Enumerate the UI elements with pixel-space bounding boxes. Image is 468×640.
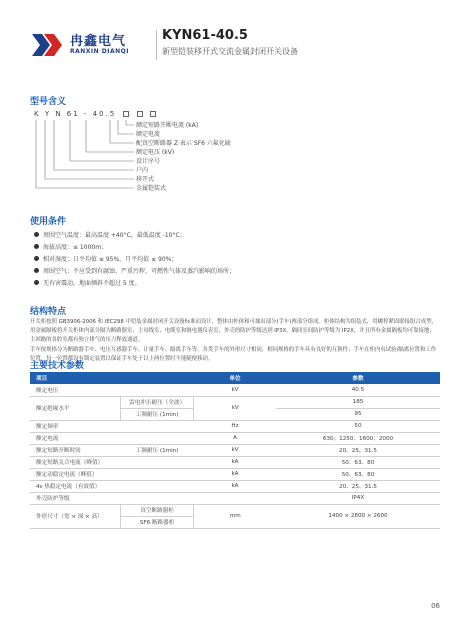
model-code [34,110,156,118]
table-header-value: 参数 [276,372,440,384]
code-label: 额定短路开断电流 (kA) [136,122,199,129]
table-header-unit: 单位 [194,372,276,384]
bullet-icon [34,244,39,249]
table-row: 额定电流 A 630；1250；1600；2000 [30,432,440,444]
section-title-conditions: 使用条件 [30,217,67,227]
code-placeholder-box [123,111,129,117]
bullet-icon [34,232,39,237]
table-row: 工频耐压 (1min) 95 [30,408,440,420]
code-placeholder-box [137,111,143,117]
list-item: 相对湿度：日平均值 ≤ 95%，月平均值 ≤ 90%； [34,254,235,266]
spec-table [30,372,440,529]
page-number: 06 [431,602,440,610]
header-divider [156,30,157,60]
section-title-specs: 主要技术参数 [30,361,85,371]
model-code-letters: K Y N 61 - 40.5 [34,110,117,118]
table-row: 额定电压 kV 40.5 [30,384,440,396]
table-row: 额定绝缘水平 雷电冲击耐压（全波） kV 185 [30,396,440,408]
table-row: 外壳防护等级 IP4X [30,492,440,504]
bullet-icon [34,280,39,285]
page-header [30,26,440,70]
model-code-labels [136,121,231,193]
list-item: 无有害震动，地面倾斜不超过 5 度。 [34,278,235,290]
model-subtitle: 新型铠装移开式交流金属封闭开关设备 [162,47,298,56]
features-paragraph-2: 手车按规格分为断路器手车、电压互感器手车、计量手车、隔离手车等，各类手车的外形尺寸相同，相同规格的手车具有良好的互换性；手车在柜内有试验/隔离位置和工作位置，每一位置都设有锁定装置以保证手车处于以上两位置时不能随便移动。 [30,347,437,362]
code-label: 设计序号 [136,158,161,165]
table-row: 额定动稳定电流（峰值） kA 50、63、80 [30,468,440,480]
code-placeholder-box [150,111,156,117]
code-label: 移开式 [136,176,155,183]
list-item: 周围空气：不应受到有腐蚀、严重污秽，可燃性气体及蒸汽影响的场所； [34,266,235,278]
section-title-model-meaning: 型号含义 [30,97,67,107]
conditions-list [34,230,235,290]
bullet-icon [34,268,39,273]
table-row: 额定短路开断时间 工频耐压 (1min) kV 20、25、31.5 [30,444,440,456]
table-row: 4s 热稳定电流（有效值） kA 20、25、31.5 [30,480,440,492]
table-row: 额定短路关合电流（峰值） kA 50、63、80 [30,456,440,468]
list-item: 海拔高度：≤ 1000m； [34,242,235,254]
model-title: KYN61-40.5 [162,28,248,43]
bullet-icon [34,256,39,261]
code-label: 额定电流 [136,131,161,138]
table-row: SF6 断路器柜 [30,516,440,528]
brand-name-en: RANXIN DIANQI [70,48,129,55]
code-label: 额定电压 (kV) [136,149,175,156]
code-label: 户内 [136,167,149,174]
code-label: 配真空断路器 Z 表示 SF6 六氟化硫 [136,140,231,147]
ranxin-logo-icon [30,30,66,60]
features-paragraph-1: 开关柜按照 GB3906-2006 和 IEC298 中铠装金属封闭开关设备标准而设计，整体由柜体和可抽出部分(手车)两部分组成。柜体结构为组装式，用螺栓紧固联接组合成型，用金属隔板将开关柜体内部分隔为断路器室、主母线室、电缆室和继电器仪表室，外壳的防护等级达到 IP3X，隔间室间防护等级为 IP2X，并且所有金属隔板均可靠接地；主回路的各腔室都有独立排气的压力释放通道。 [30,319,437,343]
section-title-features: 结构特点 [30,307,67,317]
table-row: 额定频率 Hz 50 [30,420,440,432]
table-header-item: 项目 [30,372,194,384]
brand-name: 冉鑫电气 [70,34,127,49]
code-label: 金属铠装式 [136,185,167,192]
table-row: 外形尺寸（宽 × 深 × 高） 真空断路器柜 mm 1400 × 2800 × 2600 [30,504,440,516]
list-item: 周围空气温度：最高温度 +40°C，最低温度 -10°C； [34,230,235,242]
